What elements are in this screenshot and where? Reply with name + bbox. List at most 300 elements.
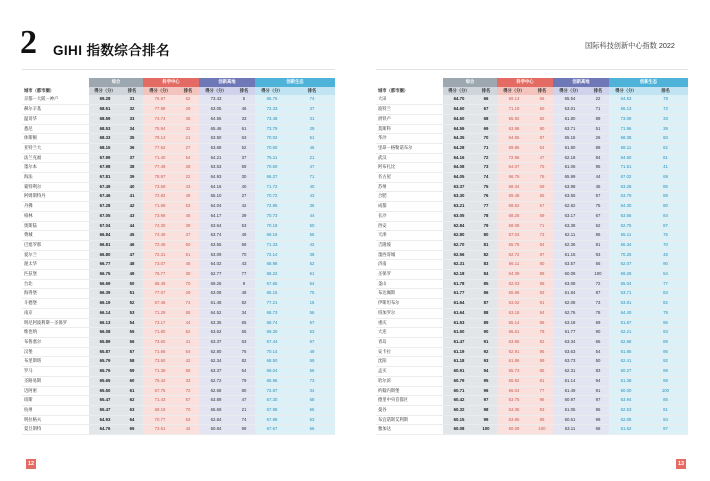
innovation-score: 61.14 (553, 376, 587, 386)
innovation-score: 65.15 (553, 134, 587, 144)
innovation-rank: 5 (233, 95, 255, 104)
total-score: 65.47 (89, 396, 121, 406)
ecosystem-rank: 81 (643, 153, 688, 163)
total-score: 66.84 (89, 231, 121, 241)
table-row (22, 308, 335, 318)
science-rank: 85 (531, 367, 553, 377)
innovation-score: 69.26 (199, 279, 233, 289)
total-score: 62.84 (443, 221, 475, 231)
total-score: 66.75 (89, 270, 121, 280)
city-name: 温哥华 (22, 114, 89, 124)
science-rank: 75 (531, 163, 553, 173)
total-score: 67.49 (89, 182, 121, 192)
city-name: 青岛 (376, 337, 443, 347)
science-rank: 60 (531, 105, 553, 115)
innovation-rank: 94 (587, 376, 609, 386)
total-rank: 85 (475, 279, 497, 289)
innovation-rank: 40 (233, 182, 255, 192)
city-name: 武汉 (376, 153, 443, 163)
total-score: 64.08 (443, 163, 475, 173)
science-score: 71.29 (143, 308, 177, 318)
science-score: 73.60 (143, 337, 177, 347)
innovation-score: 61.77 (553, 328, 587, 338)
ecosystem-rank: 40 (289, 182, 335, 192)
city-name: 釜山 (376, 279, 443, 289)
innovation-rank: 97 (587, 396, 609, 406)
ecosystem-score: 64.50 (609, 153, 643, 163)
ecosystem-rank: 50 (289, 221, 335, 231)
ecosystem-score: 63.28 (609, 182, 643, 192)
total-rank: 39 (121, 173, 143, 183)
total-score: 67.28 (89, 202, 121, 212)
science-score: 65.92 (497, 376, 531, 386)
innovation-rank: 80 (233, 386, 255, 396)
group-ecosystem: 创新生态 (609, 78, 688, 87)
innovation-score: 61.06 (553, 163, 587, 173)
science-rank: 78 (531, 328, 553, 338)
science-rank: 50 (177, 240, 199, 250)
total-rank: 73 (475, 163, 497, 173)
city-name: 阿姆斯特丹 (22, 192, 89, 202)
total-rank: 71 (475, 143, 497, 153)
innovation-rank: 22 (587, 95, 609, 104)
ecosystem-rank: 57 (289, 318, 335, 328)
table-row (22, 153, 335, 163)
ecosystem-score: 64.30 (609, 202, 643, 212)
ecosystem-rank: 84 (643, 211, 688, 221)
innovation-score: 63.55 (553, 192, 587, 202)
total-rank: 77 (475, 202, 497, 212)
rank-header: 排名 (121, 87, 143, 96)
table-row (22, 270, 335, 280)
science-score: 71.43 (143, 396, 177, 406)
ecosystem-rank: 44 (289, 211, 335, 221)
innovation-rank: 82 (233, 357, 255, 367)
ecosystem-score: 71.96 (609, 124, 643, 134)
score-header: 得分（分） (443, 87, 475, 96)
science-rank: 65 (531, 192, 553, 202)
science-score: 65.88 (497, 289, 531, 299)
science-rank: 27 (177, 143, 199, 153)
science-rank: 67 (531, 202, 553, 212)
science-score: 68.49 (143, 279, 177, 289)
rank-header: 排名 (475, 87, 497, 96)
innovation-rank: 79 (233, 376, 255, 386)
innovation-rank: 37 (233, 153, 255, 163)
science-score: 64.39 (497, 270, 531, 280)
table-row (22, 250, 335, 260)
ecosystem-score: 60.00 (609, 386, 643, 396)
ecosystem-score: 68.22 (255, 270, 289, 280)
innovation-score: 60.97 (553, 396, 587, 406)
total-score: 62.18 (443, 270, 475, 280)
ecosystem-rank: 79 (643, 308, 688, 318)
ecosystem-rank: 53 (289, 328, 335, 338)
innovation-score: 63.11 (553, 425, 587, 435)
ecosystem-score: 67.02 (609, 173, 643, 183)
innovation-rank: 86 (587, 231, 609, 241)
ecosystem-rank: 72 (643, 105, 688, 115)
innovation-score: 63.17 (553, 211, 587, 221)
ranking-rows-right (376, 95, 688, 434)
innovation-score: 63.57 (553, 260, 587, 270)
innovation-rank: 82 (233, 299, 255, 309)
science-rank: 47 (531, 153, 553, 163)
science-score: 73.60 (143, 357, 177, 367)
total-score: 67.05 (89, 211, 121, 221)
ecosystem-score: 61.85 (609, 347, 643, 357)
innovation-rank: 9 (233, 279, 255, 289)
science-rank: 88 (531, 270, 553, 280)
ecosystem-score: 60.27 (609, 367, 643, 377)
ecosystem-rank: 98 (643, 376, 688, 386)
science-rank: 54 (177, 153, 199, 163)
science-rank: 66 (531, 95, 553, 104)
total-score: 66.69 (89, 279, 121, 289)
science-rank: 95 (531, 347, 553, 357)
total-score: 66.81 (89, 240, 121, 250)
total-score: 60.08 (443, 425, 475, 435)
total-rank: 72 (475, 153, 497, 163)
science-score: 66.76 (497, 173, 531, 183)
ecosystem-rank: 95 (643, 347, 688, 357)
innovation-rank: 48 (233, 289, 255, 299)
city-name: 莫斯科 (376, 124, 443, 134)
ecosystem-rank: 91 (643, 405, 688, 415)
total-score: 69.28 (89, 95, 121, 104)
innovation-score: 62.80 (199, 347, 233, 357)
table-row (22, 279, 335, 289)
innovation-score: 61.49 (553, 386, 587, 396)
table-row (22, 376, 335, 386)
city-name: 京都－大阪－神户 (22, 95, 89, 104)
total-score: 65.65 (89, 376, 121, 386)
table-row (22, 182, 335, 192)
innovation-score: 63.53 (199, 163, 233, 173)
total-score: 66.19 (89, 299, 121, 309)
science-score: 68.26 (497, 211, 531, 221)
science-rank: 54 (177, 347, 199, 357)
city-name: 爱尔兰 (22, 250, 89, 260)
innovation-rank: 42 (233, 202, 255, 212)
ecosystem-rank: 87 (643, 221, 688, 231)
innovation-score: 64.52 (199, 308, 233, 318)
innovation-rank: 45 (587, 182, 609, 192)
table-row (22, 231, 335, 241)
city-name: 斗德堡 (22, 299, 89, 309)
innovation-rank: 89 (587, 114, 609, 124)
science-score: 69.85 (497, 143, 531, 153)
science-rank: 45 (177, 260, 199, 270)
table-row (22, 347, 335, 357)
ecosystem-score: 68.11 (609, 143, 643, 153)
total-rank: 81 (475, 240, 497, 250)
science-score: 67.75 (143, 386, 177, 396)
rank-header: 排名 (587, 87, 609, 96)
ecosystem-rank: 76 (643, 231, 688, 241)
table-row (376, 95, 688, 104)
innovation-rank: 51 (587, 124, 609, 134)
ecosystem-score: 66.27 (255, 173, 289, 183)
science-rank: 86 (531, 318, 553, 328)
ecosystem-score: 69.30 (255, 328, 289, 338)
total-score: 68.53 (89, 124, 121, 134)
total-rank: 38 (121, 163, 143, 173)
city-name: 长沙 (376, 211, 443, 221)
group-science: 科学中心 (497, 78, 553, 87)
ranking-table-left (22, 78, 335, 435)
science-rank: 30 (177, 270, 199, 280)
ecosystem-rank: 71 (289, 173, 335, 183)
science-score: 71.68 (143, 202, 177, 212)
city-name: 悉尼 (22, 124, 89, 134)
total-rank: 99 (475, 415, 497, 425)
ecosystem-score: 64.53 (609, 95, 643, 104)
innovation-rank: 100 (587, 270, 609, 280)
city-name: 蒙特利尔 (22, 182, 89, 192)
innovation-score: 63.50 (199, 134, 233, 144)
city-name: 吉隆坡 (376, 240, 443, 250)
science-rank: 57 (177, 396, 199, 406)
city-name: 哈尔滨 (376, 376, 443, 386)
table-row (22, 221, 335, 231)
science-rank: 87 (531, 134, 553, 144)
innovation-rank: 26 (587, 134, 609, 144)
city-name: 曼谷 (376, 405, 443, 415)
innovation-rank: 64 (233, 367, 255, 377)
ecosystem-score: 72.85 (255, 202, 289, 212)
table-row (22, 240, 335, 250)
ecosystem-score: 72.14 (255, 250, 289, 260)
table-row (376, 105, 688, 115)
city-name: 圣路易斯 (22, 376, 89, 386)
ecosystem-score: 64.40 (609, 308, 643, 318)
table-row (376, 396, 688, 406)
total-score: 67.04 (89, 221, 121, 231)
science-score: 65.92 (497, 114, 531, 124)
total-score: 60.32 (443, 405, 475, 415)
total-rank: 41 (121, 192, 143, 202)
ecosystem-score: 67.98 (255, 405, 289, 415)
science-rank: 64 (531, 143, 553, 153)
innovation-rank: 98 (233, 425, 255, 435)
chapter-number: 2 (20, 24, 37, 61)
table-row (22, 337, 335, 347)
table-row (22, 328, 335, 338)
total-rank: 93 (475, 357, 497, 367)
table-row (22, 124, 335, 134)
total-score: 64.93 (89, 415, 121, 425)
innovation-score: 61.15 (553, 250, 587, 260)
ecosystem-rank: 93 (643, 328, 688, 338)
total-score: 60.91 (443, 367, 475, 377)
ecosystem-score: 68.74 (255, 318, 289, 328)
innovation-rank: 61 (233, 124, 255, 134)
ecosystem-score: 70.25 (609, 250, 643, 260)
science-score: 65.73 (497, 367, 531, 377)
total-score: 61.77 (443, 289, 475, 299)
science-score: 73.69 (143, 182, 177, 192)
total-score: 67.99 (89, 153, 121, 163)
total-rank: 91 (475, 337, 497, 347)
total-rank: 88 (475, 308, 497, 318)
ecosystem-score: 63.81 (609, 299, 643, 309)
science-rank: 29 (177, 289, 199, 299)
city-name: 台北 (22, 279, 89, 289)
total-rank: 79 (475, 221, 497, 231)
table-row (22, 173, 335, 183)
total-score: 68.33 (89, 134, 121, 144)
city-name: 名古屋 (376, 173, 443, 183)
total-score: 61.64 (443, 308, 475, 318)
ecosystem-score: 68.50 (255, 357, 289, 367)
innovation-score: 64.56 (199, 114, 233, 124)
ecosystem-rank: 59 (289, 357, 335, 367)
group-innovation: 创新高地 (199, 78, 255, 87)
city-name: 休斯顿 (22, 134, 89, 144)
science-rank: 55 (177, 308, 199, 318)
total-score: 61.47 (443, 337, 475, 347)
innovation-score: 65.99 (553, 173, 587, 183)
innovation-rank: 91 (587, 386, 609, 396)
ecosystem-score: 62.41 (609, 357, 643, 367)
table-row (376, 173, 688, 183)
total-rank: 45 (121, 231, 143, 241)
total-score: 61.18 (443, 357, 475, 367)
ranking-rows-left (22, 95, 335, 434)
science-rank: 83 (531, 289, 553, 299)
city-name: 伊斯坦布尔 (376, 299, 443, 309)
innovation-rank: 95 (587, 163, 609, 173)
innovation-score: 62.31 (553, 367, 587, 377)
ecosystem-score: 70.73 (255, 211, 289, 221)
total-rank: 51 (121, 289, 143, 299)
science-rank: 96 (531, 396, 553, 406)
ecosystem-rank: 56 (289, 308, 335, 318)
ecosystem-rank: 52 (289, 260, 335, 270)
city-name: 合肥 (376, 192, 443, 202)
table-row (376, 367, 688, 377)
innovation-score: 62.76 (553, 308, 587, 318)
ecosystem-score: 71.72 (255, 182, 289, 192)
innovation-rank: 44 (587, 173, 609, 183)
total-rank: 54 (121, 318, 143, 328)
score-header: 得分（分） (143, 87, 177, 96)
science-score: 63.86 (497, 337, 531, 347)
total-rank: 35 (121, 134, 143, 144)
total-score: 60.79 (443, 376, 475, 386)
science-score: 64.07 (497, 163, 531, 173)
page-number-left: 12 (27, 461, 35, 467)
innovation-rank: 74 (233, 415, 255, 425)
total-rank: 82 (475, 250, 497, 260)
total-score: 64.59 (443, 124, 475, 134)
innovation-rank: 63 (233, 134, 255, 144)
innovation-rank: 62 (587, 221, 609, 231)
table-row (22, 405, 335, 415)
science-score: 67.03 (497, 231, 531, 241)
science-rank: 90 (531, 124, 553, 134)
science-score: 73.07 (143, 260, 177, 270)
total-rank: 52 (121, 299, 143, 309)
ecosystem-rank: 85 (643, 396, 688, 406)
science-score: 73.61 (143, 425, 177, 435)
total-score: 61.50 (443, 328, 475, 338)
science-rank: 43 (177, 182, 199, 192)
rank-header: 排名 (233, 87, 255, 96)
city-column-header: 城市（都市圈） (376, 87, 443, 96)
innovation-rank: 50 (587, 357, 609, 367)
table-row (22, 357, 335, 367)
total-rank: 36 (121, 143, 143, 153)
city-name: 明拉格夫 (22, 415, 89, 425)
total-score: 61.64 (443, 299, 475, 309)
total-rank: 34 (121, 124, 143, 134)
science-rank: 33 (177, 376, 199, 386)
science-rank: 82 (531, 114, 553, 124)
innovation-score: 60.08 (553, 270, 587, 280)
ecosystem-score: 67.30 (255, 396, 289, 406)
table-row (22, 415, 335, 425)
total-score: 62.31 (443, 260, 475, 270)
total-score: 66.77 (89, 260, 121, 270)
science-score: 71.80 (143, 328, 177, 338)
science-score: 74.74 (143, 114, 177, 124)
table-row (22, 95, 335, 104)
science-score: 64.55 (497, 134, 531, 144)
innovation-score: 63.64 (199, 221, 233, 231)
science-score: 68.34 (497, 182, 531, 192)
science-rank: 51 (177, 250, 199, 260)
table-row (376, 202, 688, 212)
table-row (22, 105, 335, 115)
total-score: 64.28 (443, 143, 475, 153)
science-score: 63.18 (497, 308, 531, 318)
ecosystem-rank: 35 (289, 202, 335, 212)
innovation-score: 64.02 (199, 260, 233, 270)
innovation-score: 63.18 (553, 318, 587, 328)
innovation-score: 60.84 (199, 425, 233, 435)
innovation-rank: 52 (233, 143, 255, 153)
group-blank (22, 78, 89, 87)
city-name: 西安 (376, 221, 443, 231)
innovation-score: 63.08 (199, 289, 233, 299)
city-name: 阿布扎比 (376, 163, 443, 173)
innovation-rank: 87 (587, 289, 609, 299)
science-rank: 49 (177, 192, 199, 202)
group-ecosystem: 创新生态 (255, 78, 335, 87)
ecosystem-score: 63.56 (609, 211, 643, 221)
ecosystem-rank: 43 (289, 192, 335, 202)
innovation-score: 62.34 (199, 357, 233, 367)
total-score: 62.70 (443, 240, 475, 250)
science-rank: 58 (177, 367, 199, 377)
total-score: 63.30 (443, 192, 475, 202)
header-rule-right (376, 69, 688, 70)
innovation-rank: 96 (587, 405, 609, 415)
innovation-score: 61.48 (199, 299, 233, 309)
ecosystem-rank: 67 (289, 337, 335, 347)
table-row (22, 289, 335, 299)
city-name: 滑铁卢 (376, 114, 443, 124)
table-row (376, 318, 688, 328)
innovation-score: 73.43 (199, 95, 233, 104)
science-rank: 98 (531, 279, 553, 289)
innovation-score: 62.18 (553, 153, 587, 163)
score-header: 得分（分） (609, 87, 643, 96)
innovation-score: 64.16 (199, 182, 233, 192)
innovation-rank: 34 (233, 308, 255, 318)
